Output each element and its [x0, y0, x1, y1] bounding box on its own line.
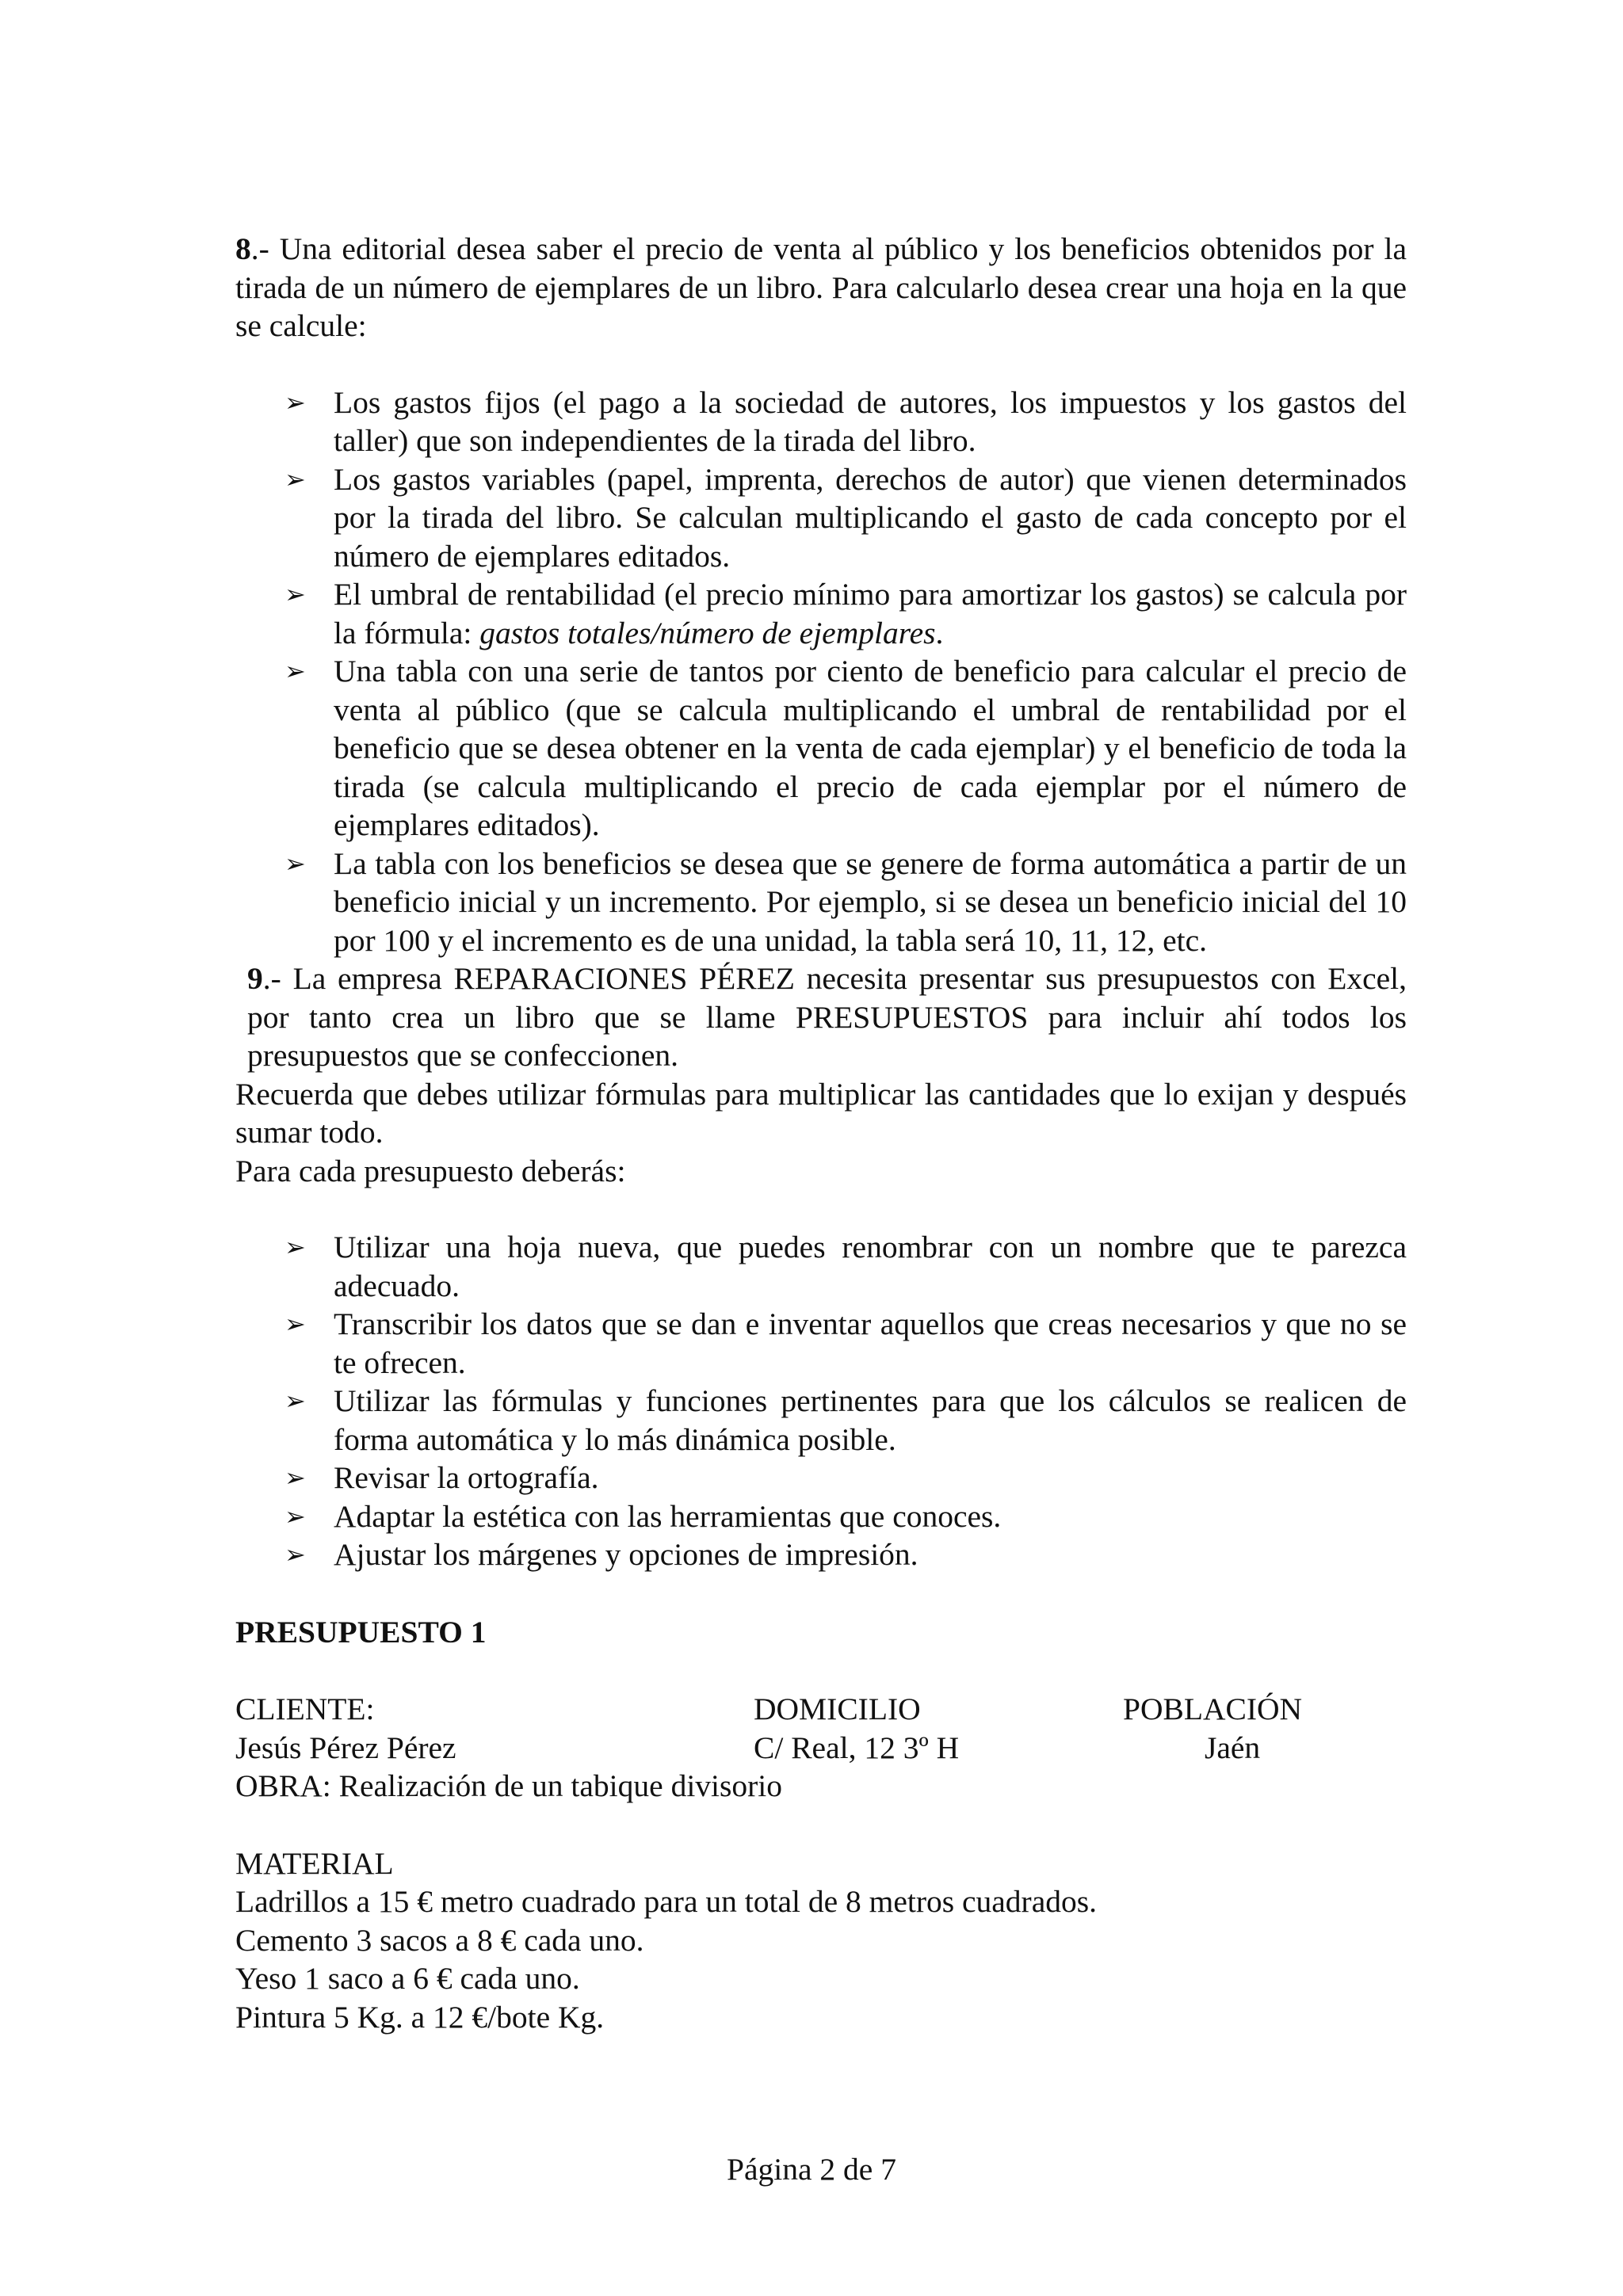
- list-item-text: Revisar la ortografía.: [334, 1460, 599, 1495]
- arrowhead-bullet-icon: ➢: [285, 387, 306, 418]
- material-line: Yeso 1 saco a 6 € cada uno.: [235, 1961, 580, 1996]
- list-item-text: Adaptar la estética con las herramientas que conoces.: [334, 1498, 1002, 1534]
- exercise-9-bullet-list: [235, 1228, 1407, 1574]
- list-item-text: La tabla con los beneficios se desea que se genere de forma automática a partir de un beneficio inicial y un incremento. Por ejemplo, si se desea un beneficio inicial del 10 por 100 y el incremento es de una unidad, la tabla será 10, 11, 12, etc.: [334, 845, 1407, 958]
- exercise-8-number: 8: [235, 231, 251, 266]
- list-item-text: Una tabla con una serie de tantos por ciento de beneficio para calcular el precio de venta al público (que se calcula multiplicando el umbral de rentabilidad por el beneficio que se desea obtener en la venta de cada ejemplar) y el beneficio de toda la tirada (se calcula multiplicando el precio de cada ejemplar por el número de ejemplares editados).: [334, 654, 1407, 842]
- list-item: [235, 1459, 1407, 1497]
- spacer: [235, 1806, 1407, 1844]
- town-header: POBLACIÓN: [1123, 1691, 1303, 1726]
- spacer: [235, 1190, 1407, 1228]
- list-item-text: Transcribir los datos que se dan e inventar aquellos que creas necesarios y que no se te ofrecen.: [334, 1306, 1407, 1380]
- list-item: [235, 460, 1407, 576]
- list-item: [235, 845, 1407, 960]
- page-number: Página 2 de 7: [727, 2152, 896, 2187]
- spacer: [235, 345, 1407, 383]
- list-item-text: Los gastos fijos (el pago a la sociedad de autores, los impuestos y los gastos del taller) que son independientes de la tirada del libro.: [334, 384, 1407, 458]
- list-item: [235, 575, 1407, 652]
- list-item: [235, 1497, 1407, 1536]
- arrowhead-bullet-icon: ➢: [285, 1463, 306, 1493]
- list-item-text: Utilizar una hoja nueva, que puedes renombrar con un nombre que te parezca adecuado.: [334, 1230, 1407, 1303]
- exercise-8-bullet-list: [235, 383, 1407, 960]
- address-value: C/ Real, 12 3º H: [754, 1730, 960, 1765]
- budget-values-row: [235, 1729, 1407, 1768]
- list-item: [235, 1535, 1407, 1574]
- client-value: Jesús Pérez Pérez: [235, 1730, 456, 1765]
- material-title: MATERIAL: [235, 1845, 394, 1881]
- exercise-9-number: 9: [247, 961, 263, 996]
- arrowhead-bullet-icon: ➢: [285, 579, 306, 609]
- budget-title: PRESUPUESTO 1: [235, 1614, 487, 1650]
- list-item-text: Ajustar los márgenes y opciones de impresión.: [334, 1537, 918, 1572]
- material-line: Pintura 5 Kg. a 12 €/bote Kg.: [235, 1999, 605, 2035]
- arrowhead-bullet-icon: ➢: [285, 848, 306, 879]
- formula-text: gastos totales/número de ejemplares: [479, 615, 936, 650]
- list-item-text: Los gastos variables (papel, imprenta, derechos de autor) que vienen determinados por la tirada del libro. Se calculan multiplicando el gasto de cada concepto por el número de ejemplares editados.: [334, 461, 1407, 574]
- list-item-text: El umbral de rentabilidad (el precio mínimo para amortizar los gastos) se calcula por la fórmula:: [334, 577, 1407, 650]
- list-item: [235, 1305, 1407, 1382]
- spacer: [235, 1651, 1407, 1690]
- spacer: [235, 1574, 1407, 1613]
- budget-header-row: [235, 1690, 1407, 1729]
- address-header: DOMICILIO: [754, 1691, 921, 1726]
- list-item-text: Utilizar las fórmulas y funciones pertinentes para que los cálculos se realicen de forma automática y lo más dinámica posible.: [334, 1383, 1407, 1457]
- exercise-9-reminder: Recuerda que debes utilizar fórmulas para multiplicar las cantidades que lo exijan y después sumar todo.: [235, 1076, 1407, 1150]
- arrowhead-bullet-icon: ➢: [285, 1539, 306, 1569]
- arrowhead-bullet-icon: ➢: [285, 1501, 306, 1531]
- arrowhead-bullet-icon: ➢: [285, 1309, 306, 1339]
- list-item: [235, 1228, 1407, 1305]
- list-item: [235, 383, 1407, 460]
- list-item-end: .: [935, 615, 944, 650]
- page-footer: [0, 2150, 1623, 2188]
- client-header: CLIENTE:: [235, 1691, 375, 1726]
- work-description: OBRA: Realización de un tabique divisorio: [235, 1768, 783, 1803]
- page-content: [235, 230, 1407, 2036]
- exercise-9-intro-text: .- La empresa REPARACIONES PÉREZ necesita presentar sus presupuestos con Excel, por tanto crea un libro que se llame PRESUPUESTOS para incluir ahí todos los presupuestos que se confeccionen.: [247, 961, 1407, 1073]
- list-item: [235, 1382, 1407, 1459]
- list-item: [235, 652, 1407, 845]
- arrowhead-bullet-icon: ➢: [285, 1232, 306, 1262]
- arrowhead-bullet-icon: ➢: [285, 656, 306, 686]
- material-line: Cemento 3 sacos a 8 € cada uno.: [235, 1922, 644, 1958]
- arrowhead-bullet-icon: ➢: [285, 463, 306, 494]
- material-line: Ladrillos a 15 € metro cuadrado para un total de 8 metros cuadrados.: [235, 1884, 1097, 1919]
- exercise-8-intro-text: .- Una editorial desea saber el precio de venta al público y los beneficios obtenidos por la tirada de un número de ejemplares de un libro. Para calcularlo desea crear una hoja en la que se calcule:: [235, 231, 1407, 343]
- town-value: Jaén: [1205, 1730, 1261, 1765]
- exercise-8-intro: [235, 230, 1407, 345]
- exercise-9-lead: Para cada presupuesto deberás:: [235, 1153, 626, 1188]
- arrowhead-bullet-icon: ➢: [285, 1386, 306, 1416]
- exercise-9-intro: [235, 959, 1407, 1075]
